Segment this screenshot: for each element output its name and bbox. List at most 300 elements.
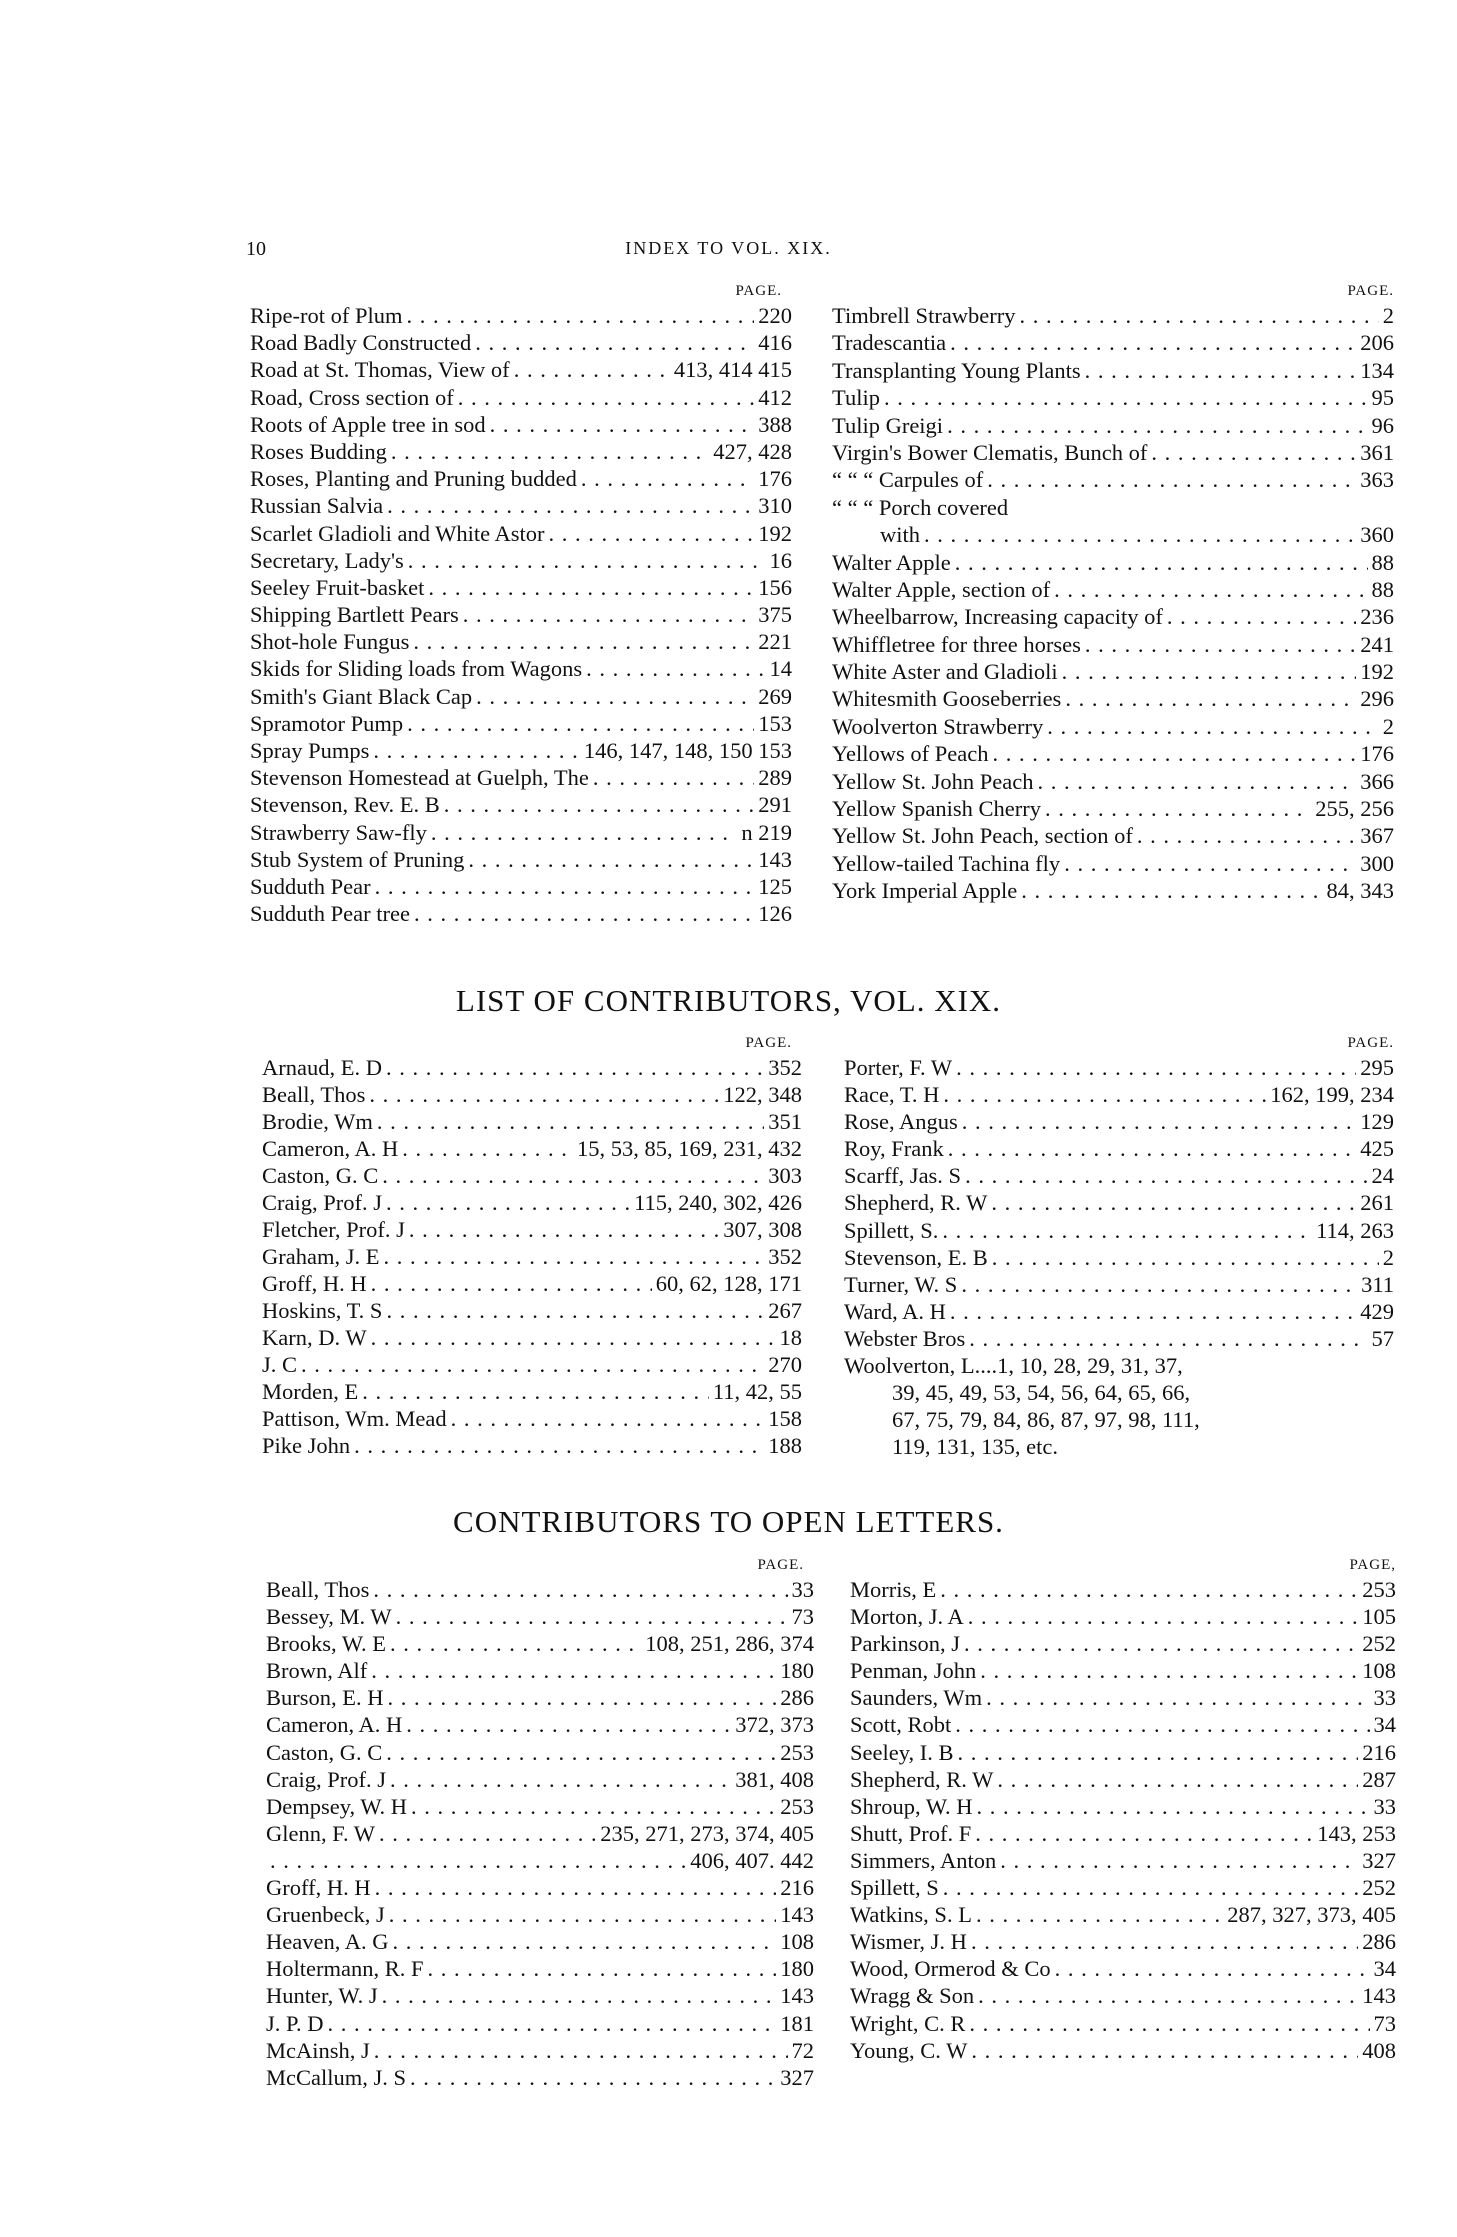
dot-leader: [986, 1684, 1369, 1711]
index-entry: [262, 1054, 802, 1081]
index-entry: [266, 1576, 814, 1603]
entry-pages: 34: [1373, 1956, 1396, 1982]
index-entry: [844, 1325, 1394, 1352]
dot-leader: [942, 1217, 1312, 1244]
dot-leader: [956, 1054, 1356, 1081]
dot-leader: [593, 764, 754, 791]
dot-leader: [386, 1189, 630, 1216]
entry-name: Sudduth Pear tree: [250, 901, 410, 927]
dot-leader: [410, 2064, 776, 2091]
dot-leader: [992, 1244, 1379, 1271]
entry-name: Seeley, I. B: [850, 1739, 954, 1765]
dot-leader: [962, 1108, 1356, 1135]
entry-name: Burson, E. H: [266, 1685, 384, 1711]
entry-pages: 270: [768, 1352, 802, 1377]
entry-pages: 286: [780, 1685, 814, 1711]
dot-leader: [1021, 877, 1322, 904]
dot-leader: [581, 465, 754, 492]
dot-leader: [1065, 685, 1356, 712]
dot-leader: [387, 492, 754, 519]
index-entry: [262, 1351, 802, 1378]
dot-leader: [1167, 603, 1356, 630]
dot-leader: [375, 1874, 777, 1901]
index-entry: [266, 2010, 814, 2037]
dot-leader: [390, 1630, 641, 1657]
entry-pages: 143: [758, 846, 792, 872]
dot-leader: [1055, 1955, 1370, 1982]
entry-pages: 88: [1371, 576, 1394, 602]
index-entry: [250, 574, 792, 601]
entry-name: Morris, E: [850, 1577, 937, 1602]
entry-name: Woolverton Strawberry: [832, 713, 1044, 739]
dot-leader: [408, 547, 766, 574]
entry-name: Roses Budding: [250, 438, 387, 464]
entry-name: Pattison, Wm. Mead: [262, 1406, 447, 1431]
dot-leader: [1037, 768, 1356, 795]
index-entry: [250, 873, 792, 900]
dot-leader: [301, 1351, 764, 1378]
entry-name: Seeley Fruit-basket: [250, 574, 425, 600]
index-entry: [850, 1874, 1396, 1901]
entry-pages: 125: [758, 873, 792, 899]
entry-name: Race, T. H: [844, 1082, 940, 1108]
dot-leader: [391, 438, 709, 465]
index-entry: [262, 1216, 802, 1243]
index-entry: [850, 2010, 1396, 2037]
dot-leader: [476, 683, 754, 710]
dot-leader: [413, 628, 754, 655]
index-entry: [844, 1162, 1394, 1189]
index-entry: [250, 492, 792, 519]
dot-leader: [955, 549, 1368, 576]
entry-name: Caston, G. C: [266, 1739, 383, 1765]
entry-pages: 96: [1371, 412, 1394, 438]
entry-name: Craig, Prof. J: [266, 1766, 386, 1792]
dot-leader: [1000, 1847, 1358, 1874]
dot-leader: [992, 740, 1356, 767]
entry-name: Arnaud, E. D: [262, 1055, 382, 1080]
dot-leader: [375, 873, 755, 900]
entry-name: Holtermann, R. F: [266, 1956, 424, 1982]
index-entry: [266, 1955, 814, 1982]
entry-pages: 287: [1362, 1766, 1396, 1792]
entry-pages: 143: [780, 1902, 814, 1928]
woolverton-entry: [844, 1352, 1394, 1460]
entry-pages: 352: [768, 1055, 802, 1080]
entry-pages: 253: [780, 1739, 814, 1765]
index-entry: [250, 846, 792, 873]
index-entry: [832, 549, 1394, 576]
index-left-column: [250, 280, 792, 927]
entry-name: Scarlet Gladioli and White Astor: [250, 520, 545, 546]
entry-pages: 311: [1361, 1271, 1394, 1297]
dot-leader: [948, 1135, 1356, 1162]
dot-leader: [328, 2010, 777, 2037]
dot-leader: [369, 1081, 719, 1108]
entry-pages: 216: [1362, 1739, 1396, 1765]
index-entry: [850, 1793, 1396, 1820]
index-entry: [250, 628, 792, 655]
entry-name: Russian Salvia: [250, 493, 384, 519]
dot-leader: [379, 1820, 596, 1847]
entry-name: Walter Apple, section of: [832, 576, 1051, 602]
dot-leader: [475, 329, 754, 356]
page-header: [0, 238, 1457, 268]
index-entry: [844, 1189, 1394, 1216]
entry-pages: 16: [769, 547, 792, 573]
dot-leader: [411, 1793, 776, 1820]
entry-name: with: [880, 522, 921, 548]
entry-name: Sudduth Pear: [250, 873, 371, 899]
entry-pages: 360: [1360, 522, 1394, 548]
dot-leader: [976, 1901, 1223, 1928]
entry-name: Groff, H. H: [262, 1271, 367, 1296]
dot-leader: [409, 1216, 719, 1243]
index-entry: [250, 791, 792, 818]
entry-pages: 15, 53, 85, 169, 231, 432: [577, 1136, 802, 1161]
index-entry: [250, 655, 792, 682]
page-column-label: PAGE.: [735, 283, 782, 299]
dot-leader: [971, 1928, 1358, 1955]
entry-name: Yellow-tailed Tachina fly: [832, 850, 1061, 876]
contributors-right-list: [844, 1054, 1394, 1352]
entry-pages: 180: [780, 1658, 814, 1684]
entry-name: Virgin's Bower Clematis, Bunch of: [832, 439, 1148, 465]
index-entry: [250, 547, 792, 574]
entry-name: Hoskins, T. S: [262, 1298, 383, 1323]
index-entry: [262, 1081, 802, 1108]
entry-pages: 73: [1373, 2010, 1396, 2036]
index-entry: [844, 1081, 1394, 1108]
entry-name: Bessey, M. W: [266, 1604, 392, 1630]
index-entry: [832, 329, 1394, 356]
entry-name: Wood, Ormerod & Co: [850, 1956, 1051, 1982]
entry-name: McCallum, J. S: [266, 2064, 407, 2090]
entry-name: Rose, Angus: [844, 1109, 958, 1135]
entry-name: Morden, E: [262, 1379, 359, 1404]
dot-leader: [586, 655, 765, 682]
entry-pages: 216: [780, 1875, 814, 1901]
contributors-left-column: [262, 1032, 802, 1459]
index-entry: [832, 384, 1394, 411]
entry-pages: 253: [780, 1793, 814, 1819]
entry-pages: 143: [1362, 1983, 1396, 2009]
dot-leader: [1045, 795, 1311, 822]
index-entry: [250, 438, 792, 465]
entry-pages: 236: [1360, 604, 1394, 630]
entry-name: Strawberry Saw-fly: [250, 819, 427, 845]
entry-pages: 252: [1362, 1631, 1396, 1657]
entry-pages: 253: [1362, 1577, 1396, 1602]
entry-name: Road at St. Thomas, View of: [250, 357, 510, 383]
dot-leader: [943, 1874, 1358, 1901]
open-letters-right-column: [850, 1554, 1396, 2064]
entry-pages: 84, 343: [1326, 878, 1394, 904]
entry-name: Brown, Alf: [266, 1658, 368, 1684]
entry-pages: 412: [758, 384, 792, 410]
index-entry: [266, 1928, 814, 1955]
entry-pages: 287, 327, 373, 405: [1227, 1902, 1396, 1928]
entry-name: Tradescantia: [832, 330, 947, 356]
entry-pages: 114, 263: [1316, 1217, 1394, 1243]
dot-leader: [382, 1162, 764, 1189]
entry-name: Cameron, A. H: [266, 1712, 403, 1738]
index-entry: [832, 412, 1394, 439]
dot-leader: [987, 466, 1356, 493]
woolverton-line: 119, 131, 135, etc.: [892, 1434, 1059, 1460]
index-entry: [250, 764, 792, 791]
dot-leader: [362, 1378, 709, 1405]
entry-pages: 176: [758, 466, 792, 492]
entry-name: Gruenbeck, J: [266, 1902, 385, 1928]
entry-name: Ward, A. H: [844, 1298, 946, 1324]
index-entry: [250, 683, 792, 710]
entry-name: Brooks, W. E: [266, 1631, 387, 1657]
entry-name: “ “ “ Carpules of: [832, 467, 984, 493]
dot-leader: [463, 601, 755, 628]
entry-pages: 108: [1362, 1658, 1396, 1684]
dot-leader: [382, 1982, 777, 2009]
dot-leader: [1054, 576, 1367, 603]
dot-leader: [514, 356, 670, 383]
index-entry: [850, 1928, 1396, 1955]
entry-name: Spramotor Pump: [250, 710, 404, 736]
index-entry: [850, 1901, 1396, 1928]
dot-leader: [1085, 631, 1356, 658]
dot-leader: [458, 384, 755, 411]
index-entry: [832, 795, 1394, 822]
dot-leader: [964, 1630, 1358, 1657]
index-entry: [844, 1298, 1394, 1325]
entry-name: Saunders, Wm: [850, 1685, 983, 1711]
page-column-label: PAGE.: [745, 1035, 792, 1051]
index-entry: [850, 1739, 1396, 1766]
entry-pages: 363: [1360, 467, 1394, 493]
entry-name: Brodie, Wm: [262, 1109, 373, 1134]
entry-name: Ripe-rot of Plum: [250, 303, 403, 328]
entry-pages: 252: [1362, 1875, 1396, 1901]
entry-name: Yellows of Peach: [832, 741, 989, 767]
index-entry: [250, 710, 792, 737]
index-left-list: [250, 302, 792, 927]
entry-pages: 11, 42, 55: [712, 1379, 802, 1404]
entry-pages: 14: [769, 656, 792, 682]
entry-pages: 413, 414 415: [673, 357, 792, 383]
entry-pages: 352: [768, 1244, 802, 1269]
entry-pages: 156: [758, 574, 792, 600]
index-entry: [832, 877, 1394, 904]
entry-pages: 176: [1360, 741, 1394, 767]
entry-pages: 255, 256: [1315, 796, 1394, 822]
index-entry: [266, 1684, 814, 1711]
entry-name: Parkinson, J: [850, 1631, 961, 1657]
index-entry: [262, 1243, 802, 1270]
woolverton-line: 39, 45, 49, 53, 54, 56, 64, 65, 66,: [892, 1380, 1191, 1406]
entry-name: Walter Apple: [832, 549, 951, 575]
entry-pages: 327: [780, 2064, 814, 2090]
index-entry: [262, 1108, 802, 1135]
index-entry: [844, 1108, 1394, 1135]
index-entry: [250, 819, 792, 846]
entry-name: J. C: [262, 1352, 298, 1377]
index-entry: [832, 439, 1394, 466]
dot-leader: [968, 1603, 1358, 1630]
entry-pages: 57: [1371, 1325, 1394, 1351]
entry-pages: 143, 253: [1317, 1820, 1396, 1846]
entry-pages: 375: [758, 602, 792, 628]
index-entry: [850, 2037, 1396, 2064]
entry-pages: 146, 147, 148, 150 153: [583, 738, 792, 763]
index-entry: [262, 1162, 802, 1189]
index-entry: [266, 1793, 814, 1820]
entry-pages: 18: [779, 1325, 802, 1350]
dot-leader: [940, 1576, 1358, 1603]
entry-name: Glenn, F. W: [266, 1820, 376, 1846]
index-entry: [850, 1684, 1396, 1711]
entry-pages: 221: [758, 629, 792, 655]
entry-name: Skids for Sliding loads from Wagons: [250, 656, 583, 682]
index-entry: [850, 1982, 1396, 2009]
entry-pages: 188: [768, 1433, 802, 1458]
index-right-list: [832, 302, 1394, 905]
entry-name: Secretary, Lady's: [250, 547, 404, 573]
entry-name: Stevenson, E. B: [844, 1244, 988, 1270]
dot-leader: [406, 1711, 731, 1738]
entry-name: Caston, G. C: [262, 1163, 379, 1188]
open-letters-left-list: [266, 1576, 814, 2091]
running-title: INDEX TO VOL. XIX.: [625, 238, 832, 258]
entry-pages: 303: [768, 1163, 802, 1188]
dot-leader: [969, 2010, 1369, 2037]
dot-leader: [407, 710, 754, 737]
entry-name: Cameron, A. H: [262, 1136, 399, 1161]
index-entry: [262, 1135, 802, 1162]
entry-name: Wheelbarrow, Increasing capacity of: [832, 604, 1163, 630]
index-entry: [832, 768, 1394, 795]
index-entry: [850, 1630, 1396, 1657]
index-entry: [832, 521, 1394, 548]
index-entry: [832, 740, 1394, 767]
entry-pages: 416: [758, 330, 792, 356]
index-entry: [250, 737, 792, 764]
entry-pages: 361: [1360, 439, 1394, 465]
entry-name: McAinsh, J: [266, 2037, 370, 2063]
index-entry: [266, 1657, 814, 1684]
index-entry: [266, 1630, 814, 1657]
entry-name: Beall, Thos: [262, 1082, 366, 1107]
entry-pages: 192: [1360, 659, 1394, 685]
dot-leader: [1137, 822, 1356, 849]
index-entry: [832, 494, 1394, 521]
dot-leader: [977, 1793, 1370, 1820]
index-entry: [850, 1847, 1396, 1874]
entry-pages: 295: [1360, 1055, 1394, 1080]
entry-name: Road, Cross section of: [250, 384, 454, 410]
entry-name: Watkins, S. L: [850, 1902, 972, 1928]
index-entry: [850, 1766, 1396, 1793]
dot-leader: [388, 1684, 777, 1711]
entry-name: Roses, Planting and Pruning budded: [250, 466, 577, 492]
index-entry: [844, 1271, 1394, 1298]
entry-pages: 2: [1382, 1244, 1394, 1270]
index-entry: [832, 713, 1394, 740]
entry-name: Simmers, Anton: [850, 1847, 997, 1873]
entry-name: Tulip Greigi: [832, 412, 944, 438]
dot-leader: [371, 1324, 776, 1351]
dot-leader: [971, 2037, 1358, 2064]
entry-pages: 429: [1360, 1298, 1394, 1324]
entry-pages: 269: [758, 683, 792, 709]
dot-leader: [373, 737, 579, 764]
entry-pages: 143: [780, 1983, 814, 2009]
dot-leader: [997, 1766, 1358, 1793]
index-entry: [266, 1847, 814, 1874]
entry-pages: 73: [791, 1604, 814, 1630]
entry-pages: 408: [1362, 2037, 1396, 2063]
dot-leader: [389, 1901, 777, 1928]
dot-leader: [950, 1298, 1356, 1325]
dot-leader: [1020, 302, 1379, 329]
entry-name: Pike John: [262, 1433, 351, 1458]
entry-name: Webster Bros: [844, 1325, 966, 1351]
index-entry: [832, 850, 1394, 877]
entry-name: Turner, W. S: [844, 1271, 958, 1297]
entry-name: Craig, Prof. J: [262, 1190, 382, 1215]
dot-leader: [468, 846, 754, 873]
entry-pages: 372, 373: [735, 1712, 814, 1738]
dot-leader: [991, 1189, 1356, 1216]
entry-pages: 367: [1360, 823, 1394, 849]
entry-pages: 307, 308: [723, 1217, 802, 1242]
dot-leader: [377, 1108, 764, 1135]
dot-leader: [924, 521, 1356, 548]
entry-name: White Aster and Gladioli: [832, 659, 1058, 685]
entry-pages: 206: [1360, 330, 1394, 356]
entry-pages: 34: [1373, 1712, 1396, 1738]
entry-name: Shutt, Prof. F: [850, 1820, 972, 1846]
dot-leader: [549, 520, 755, 547]
dot-leader: [1062, 658, 1357, 685]
entry-pages: 115, 240, 302, 426: [634, 1190, 802, 1215]
entry-pages: 153: [758, 710, 792, 736]
index-entry: [266, 1603, 814, 1630]
index-entry: [850, 1820, 1396, 1847]
entry-name: Tulip: [832, 385, 880, 411]
dot-leader: [975, 1820, 1313, 1847]
dot-leader: [428, 574, 754, 601]
entry-name: Karn, D. W: [262, 1325, 367, 1350]
entry-pages: 300: [1360, 850, 1394, 876]
dot-leader: [958, 1739, 1359, 1766]
section-title: CONTRIBUTORS TO OPEN LETTERS.: [453, 1504, 1004, 1539]
entry-pages: 181: [780, 2010, 814, 2036]
entry-pages: 105: [1362, 1604, 1396, 1630]
index-entry: [844, 1054, 1394, 1081]
entry-name: Transplanting Young Plants: [832, 357, 1081, 383]
index-entry: [250, 465, 792, 492]
index-entry: [262, 1324, 802, 1351]
entry-name: Smith's Giant Black Cap: [250, 683, 473, 709]
woolverton-line: 67, 75, 79, 84, 86, 87, 97, 98, 111,: [892, 1407, 1200, 1433]
entry-pages: 289: [758, 765, 792, 791]
entry-name: Stevenson Homestead at Guelph, The: [250, 765, 589, 791]
dot-leader: [386, 1297, 764, 1324]
entry-pages: 192: [758, 520, 792, 546]
dot-leader: [490, 411, 755, 438]
entry-pages: 33: [791, 1577, 814, 1602]
index-entry: [266, 2064, 814, 2091]
index-entry: [844, 1135, 1394, 1162]
